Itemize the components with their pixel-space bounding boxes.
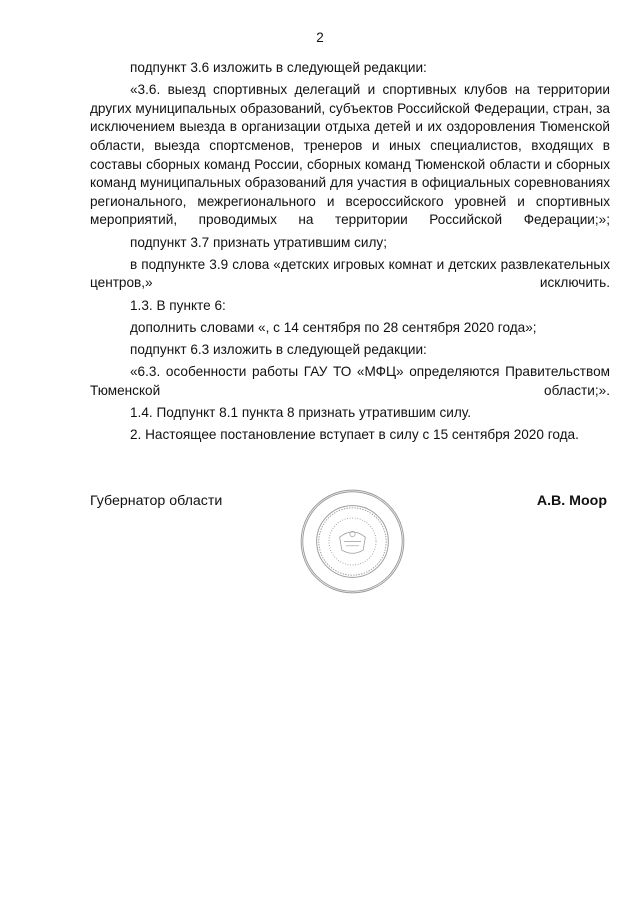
page-number: 2 [316, 30, 324, 45]
paragraph-6: дополнить словами «, с 14 сентября по 28 сентября 2020 года»; [130, 319, 537, 335]
paragraph-10: 2. Настоящее постановление вступает в силу с 15 сентября 2020 года. [130, 427, 579, 443]
document-body [90, 59, 610, 448]
signatory-position: Губернатор области [90, 493, 223, 509]
paragraph-7: подпункт 6.3 изложить в следующей редакции: [130, 341, 427, 357]
official-seal [299, 488, 406, 595]
signatory-name: А.В. Моор [536, 493, 607, 509]
paragraph-5: 1.3. В пункте 6: [130, 297, 226, 313]
paragraph-4: в подпункте 3.9 слова «детских игровых комнат и детских развлекательных центров,» исключить. [90, 256, 610, 291]
paragraph-8: «6.3. особенности работы ГАУ ТО «МФЦ» определяются Правительством Тюменской области;». [90, 364, 610, 398]
paragraph-9: 1.4. Подпункт 8.1 пункта 8 признать утратившим силу. [130, 404, 472, 420]
paragraph-1: подпункт 3.6 изложить в следующей редакции: [130, 60, 427, 75]
paragraph-2: «3.6. выезд спортивных делегаций и спортивных клубов на территории других муниципальных образований, субъектов Российской Федерации, стран, за исключением выезда в организации отдыха детей и их оздоровления Тюменской области, выезда спортсменов, тренеров и иных специалистов, входящих в составы сборных команд России, сборных команд Тюменской области и сборных команд муниципальных образований для участия в официальных соревнованиях регионального, межрегионального и всероссийского уровней и спортивных мероприятий, проводимых на территории Российской Федерации;»; [90, 82, 610, 228]
paragraph-3: подпункт 3.7 признать утратившим силу; [130, 234, 387, 250]
